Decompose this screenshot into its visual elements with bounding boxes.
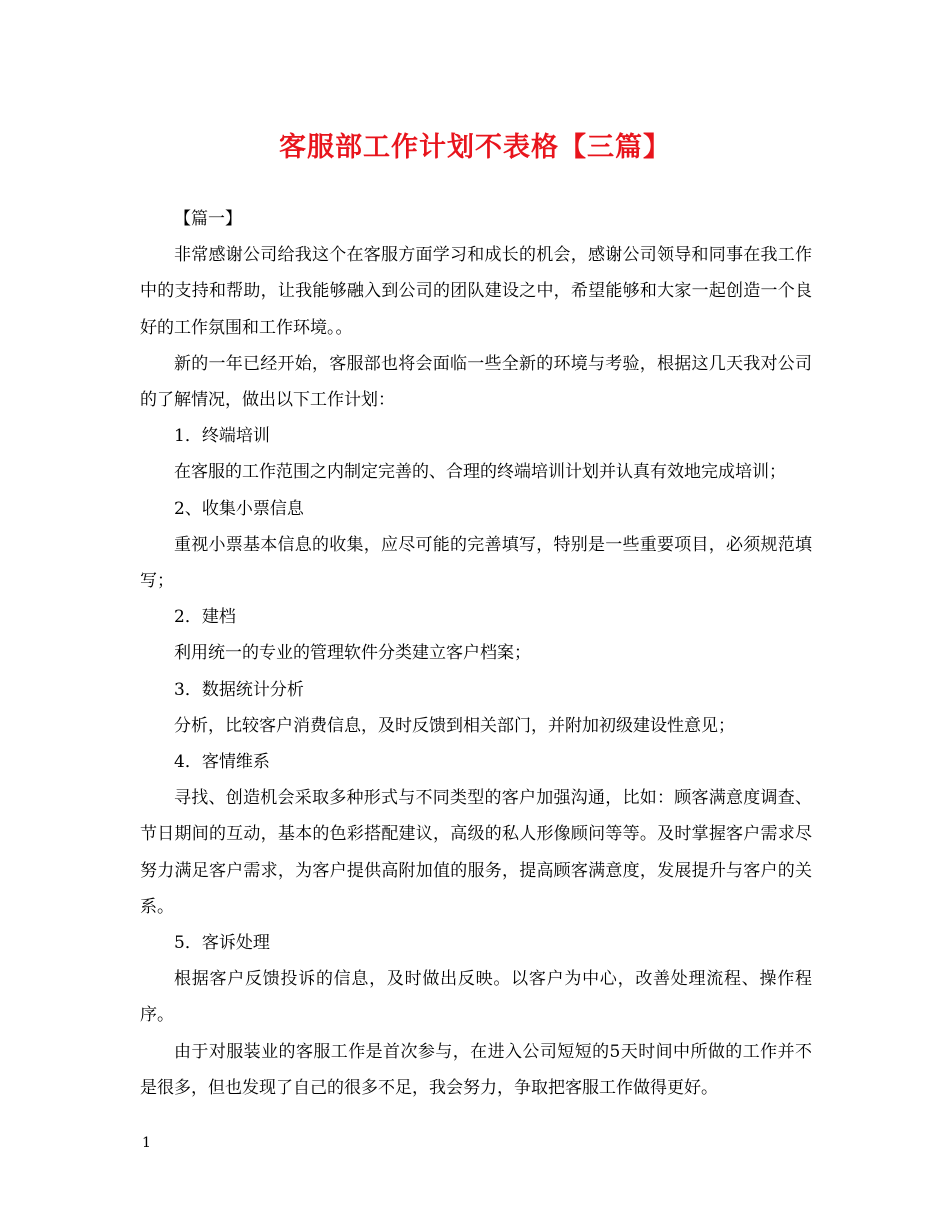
body-paragraph: 寻找、创造机会采取多种形式与不同类型的客户加强沟通，比如：顾客满意度调查、节日期间的互动，基本的色彩搭配建议，高级的私人形像顾问等等。及时掌握客户需求尽努力满足客户需求，为客户提供高附加值的服务，提高顾客满意度，发展提升与客户的关系。 — [140, 788, 812, 917]
body-paragraph: 新的一年已经开始，客服部也将会面临一些全新的环境与考验，根据这几天我对公司的了解情况，做出以下工作计划： — [140, 353, 812, 411]
body-paragraph: 利用统一的专业的管理软件分类建立客户档案； — [174, 643, 531, 664]
item-heading: 5．客诉处理 — [174, 933, 270, 954]
body-paragraph: 非常感谢公司给我这个在客服方面学习和成长的机会，感谢公司领导和同事在我工作中的支持和帮助，让我能够融入到公司的团队建设之中，希望能够和大家一起创造一个良好的工作氛围和工作环境。。 — [140, 245, 812, 338]
document-body — [140, 201, 812, 1106]
body-paragraph: 重视小票基本信息的收集，应尽可能的完善填写，特别是一些重要项目，必须规范填写； — [140, 534, 812, 592]
page-number: 1 — [142, 1135, 151, 1151]
section-heading: 【篇一】 — [174, 209, 242, 229]
body-paragraph: 由于对服装业的客服工作是首次参与，在进入公司短短的5天时间中所做的工作并不是很多，但也发现了自己的很多不足，我会努力，争取把客服工作做得更好。 — [140, 1041, 812, 1098]
body-paragraph: 在客服的工作范围之内制定完善的、合理的终端培训计划并认真有效地完成培训； — [174, 462, 786, 483]
document-title: 客服部工作计划不表格【三篇】 — [279, 132, 671, 163]
item-heading: 2、收集小票信息 — [174, 498, 304, 519]
item-heading: 2．建档 — [174, 607, 236, 628]
item-heading: 4．客情维系 — [174, 752, 270, 773]
body-paragraph: 分析，比较客户消费信息，及时反馈到相关部门，并附加初级建设性意见； — [174, 715, 735, 736]
item-heading: 1．终端培训 — [174, 426, 270, 447]
item-heading: 3．数据统计分析 — [174, 679, 304, 700]
body-paragraph: 根据客户反馈投诉的信息，及时做出反映。以客户为中心，改善处理流程、操作程序。 — [140, 969, 812, 1026]
